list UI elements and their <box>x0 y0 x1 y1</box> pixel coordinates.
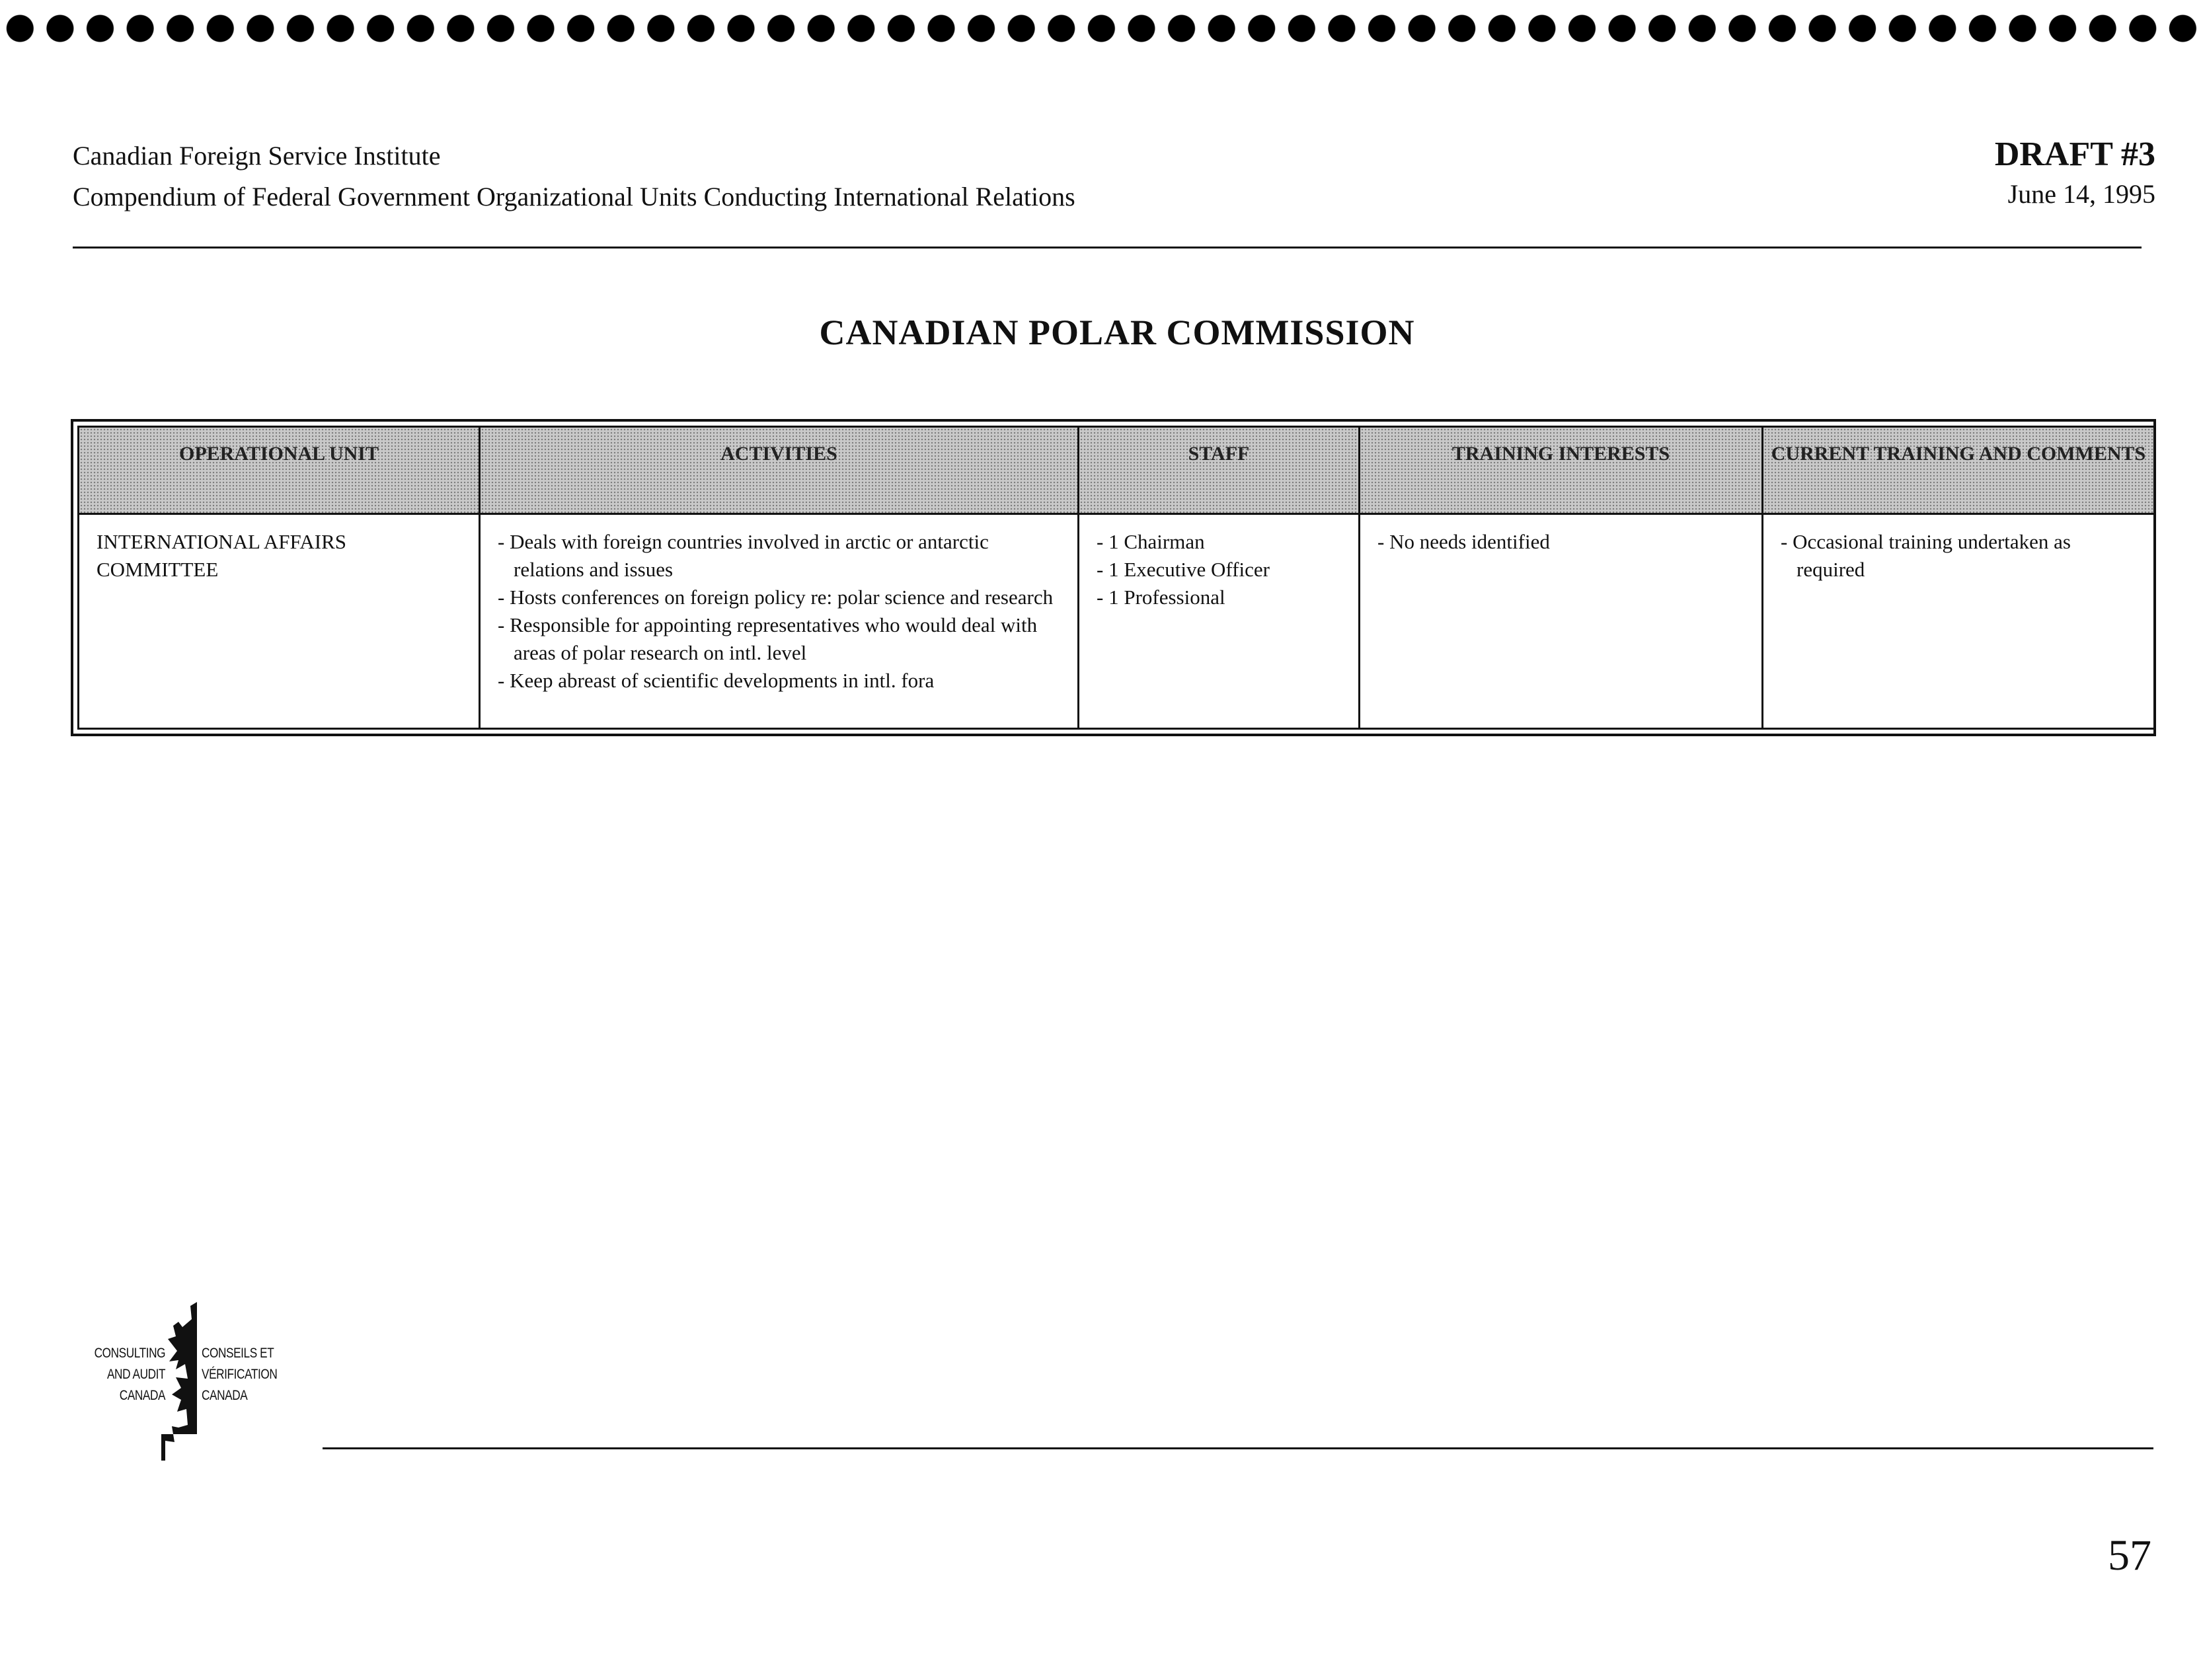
list-item: - 1 Professional <box>1097 584 1341 611</box>
page-title: CANADIAN POLAR COMMISSION <box>819 313 1415 352</box>
compendium-title: Compendium of Federal Government Organizational Units Conducting International Relations <box>73 182 1075 211</box>
table-row <box>79 514 2155 729</box>
header-left <box>73 135 1075 217</box>
header-operational-unit: OPERATIONAL UNIT <box>79 427 480 514</box>
logo-text-english: CONSULTING AND AUDIT CANADA <box>94 1346 165 1403</box>
header-right <box>1995 132 2155 211</box>
staff-cell <box>1079 514 1360 729</box>
header-training-interests: TRAINING INTERESTS <box>1360 427 1763 514</box>
maple-leaf-icon <box>159 1295 205 1461</box>
training-interests-cell <box>1360 514 1763 729</box>
list-item: - No needs identified <box>1377 528 1744 556</box>
consulting-audit-canada-logo <box>86 1295 284 1461</box>
header-rule <box>73 247 2142 248</box>
header-current-training: CURRENT TRAINING AND COMMENTS <box>1763 427 2155 514</box>
compendium-table <box>71 419 2156 736</box>
table-header-row <box>79 427 2155 514</box>
header-staff: STAFF <box>1079 427 1360 514</box>
page-number: 57 <box>2108 1531 2151 1580</box>
list-item: - Deals with foreign countries involved in arctic or antarctic relations and issues <box>498 528 1060 584</box>
list-item: - Occasional training undertaken as required <box>1781 528 2136 584</box>
list-item: - 1 Executive Officer <box>1097 556 1341 584</box>
dotted-border <box>0 12 2203 45</box>
logo-text-french: CONSEILS ET VÉRIFICATION CANADA <box>202 1346 278 1403</box>
institute-name: Canadian Foreign Service Institute <box>73 141 441 171</box>
document-date: June 14, 1995 <box>2007 179 2155 209</box>
operational-unit-cell: INTERNATIONAL AFFAIRS COMMITTEE <box>79 514 480 729</box>
activities-cell <box>480 514 1079 729</box>
current-training-cell <box>1763 514 2155 729</box>
draft-label: DRAFT #3 <box>1994 135 2155 173</box>
list-item: - Keep abreast of scientific developments in intl. fora <box>498 667 1060 695</box>
list-item: - Hosts conferences on foreign policy re: polar science and research <box>498 584 1060 611</box>
footer-rule <box>323 1447 2153 1449</box>
header-activities: ACTIVITIES <box>480 427 1079 514</box>
list-item: - 1 Chairman <box>1097 528 1341 556</box>
list-item: - Responsible for appointing representatives who would deal with areas of polar research on intl. level <box>498 611 1060 667</box>
